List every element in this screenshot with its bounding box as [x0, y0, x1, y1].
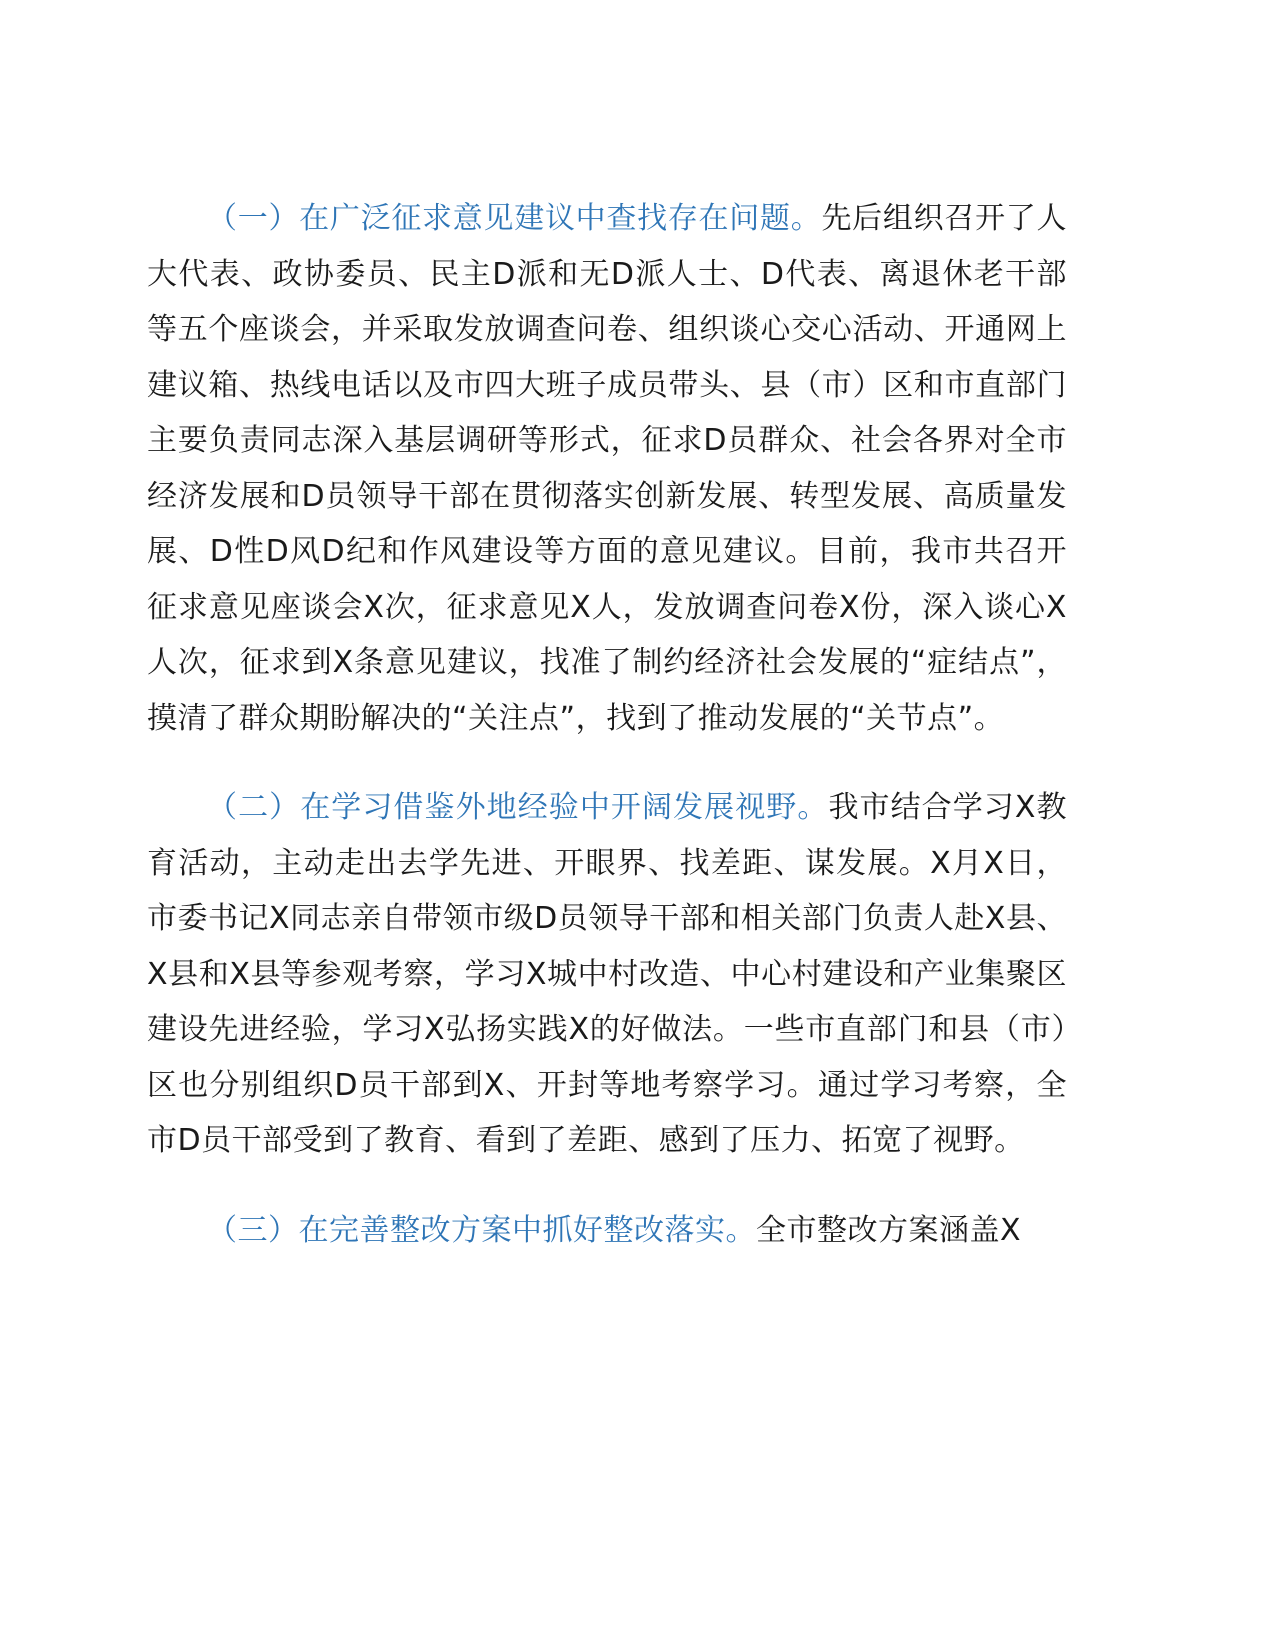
paragraph-1-body: 先后组织召开了人大代表、政协委员、民主D派和无D派人士、D代表、离退休老干部等五个座谈会，并采取发放调查问卷、组织谈心交心活动、开通网上建议箱、热线电话以及市四大班子成员带头、县（市）区和市直部门主要负责同志深入基层调研等形式，征求D员群众、社会各界对全市经济发展和D员领导干部在贯彻落实创新发展、转型发展、高质量发展、D性D风D纪和作风建设等方面的意见建议。目前，我市共召开征求意见座谈会X次，征求意见X人，发放调查问卷X份，深入谈心X人次，征求到X条意见建议，找准了制约经济社会发展的“症结点”，摸清了群众期盼解决的“关注点”，找到了推动发展的“关节点”。	[147, 201, 1068, 736]
paragraph-1	[147, 191, 1067, 746]
paragraph-2-heading: （二）在学习借鉴外地经验中开阔发展视野。	[207, 790, 829, 825]
paragraph-2	[147, 780, 1067, 1169]
document-page	[147, 191, 1067, 1292]
paragraph-3	[147, 1203, 1067, 1259]
paragraph-3-body: 全市整改方案涵盖X	[756, 1212, 1022, 1248]
paragraph-2-body: 我市结合学习X教育活动，主动走出去学先进、开眼界、找差距、谋发展。X月X日，市委书记X同志亲自带领市级D员领导干部和相关部门负责人赴X县、X县和X县等参观考察，学习X城中村改造、中心村建设和产业集聚区建设先进经验，学习X弘扬实践X的好做法。一些市直部门和县（市）区也分别组织D员干部到X、开封等地考察学习。通过学习考察，全市D员干部受到了教育、看到了差距、感到了压力、拓宽了视野。	[147, 790, 1067, 1158]
paragraph-1-heading: （一）在广泛征求意见建议中查找存在问题。	[207, 201, 822, 236]
paragraph-3-heading: （三）在完善整改方案中抓好整改落实。	[207, 1212, 756, 1248]
